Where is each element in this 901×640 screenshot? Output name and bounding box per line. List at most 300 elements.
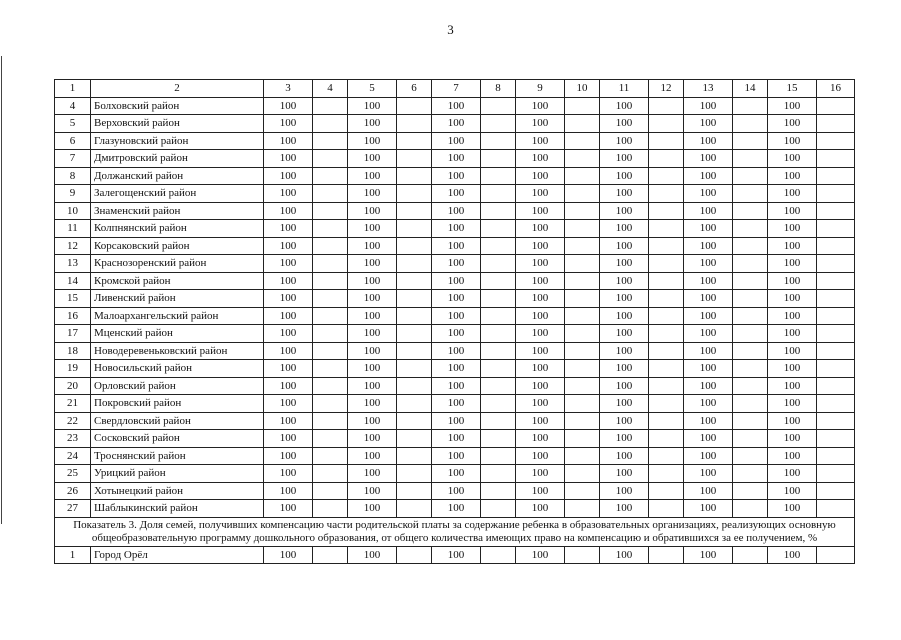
value-cell: 100 [348,185,397,203]
value-cell [817,167,855,185]
value-cell: 100 [348,377,397,395]
value-cell [733,272,768,290]
value-cell [733,220,768,238]
value-cell [733,307,768,325]
value-cell: 100 [432,255,481,273]
value-cell [817,255,855,273]
value-cell [565,255,600,273]
value-cell [817,237,855,255]
value-cell: 100 [684,447,733,465]
value-cell [565,360,600,378]
value-cell [817,202,855,220]
value-cell [313,482,348,500]
district-name-cell: Мценский район [91,325,264,343]
value-cell: 100 [684,202,733,220]
value-cell: 100 [264,395,313,413]
indicator-row [55,517,855,546]
district-name-cell: Орловский район [91,377,264,395]
value-cell: 100 [768,395,817,413]
value-cell [565,185,600,203]
value-cell: 100 [432,237,481,255]
value-cell [481,150,516,168]
value-cell: 100 [264,185,313,203]
value-cell: 100 [600,546,649,564]
value-cell: 100 [768,412,817,430]
value-cell [733,430,768,448]
value-cell: 100 [348,97,397,115]
value-cell: 11 [600,80,649,98]
value-cell: 100 [600,237,649,255]
district-name-cell: Кромской район [91,272,264,290]
table-row [55,307,855,325]
value-cell: 100 [600,377,649,395]
value-cell: 100 [264,546,313,564]
value-cell [397,412,432,430]
value-cell: 100 [768,272,817,290]
row-number-cell: 10 [55,202,91,220]
value-cell: 100 [516,395,565,413]
value-cell: 100 [432,360,481,378]
district-name-cell: Болховский район [91,97,264,115]
value-cell [649,395,684,413]
value-cell: 100 [600,465,649,483]
value-cell: 100 [768,167,817,185]
value-cell: 100 [432,465,481,483]
value-cell: 100 [348,307,397,325]
value-cell: 100 [432,307,481,325]
value-cell: 100 [432,115,481,133]
value-cell: 8 [481,80,516,98]
value-cell: 100 [264,342,313,360]
value-cell: 100 [600,202,649,220]
value-cell [565,202,600,220]
value-cell: 100 [348,202,397,220]
value-cell [733,237,768,255]
value-cell: 100 [264,447,313,465]
value-cell [565,395,600,413]
row-number-cell: 5 [55,115,91,133]
value-cell [733,202,768,220]
value-cell [733,412,768,430]
value-cell: 100 [600,185,649,203]
value-cell [481,272,516,290]
table-row [55,185,855,203]
value-cell: 15 [768,80,817,98]
value-cell: 100 [516,185,565,203]
value-cell [649,185,684,203]
value-cell [397,185,432,203]
value-cell [397,395,432,413]
table-row [55,325,855,343]
value-cell: 100 [432,430,481,448]
value-cell: 100 [684,395,733,413]
value-cell: 6 [397,80,432,98]
value-cell [817,220,855,238]
value-cell: 100 [264,132,313,150]
value-cell: 16 [817,80,855,98]
value-cell: 100 [684,290,733,308]
value-cell: 100 [348,220,397,238]
value-cell [397,97,432,115]
value-cell: 100 [768,97,817,115]
value-cell [313,272,348,290]
value-cell: 100 [432,325,481,343]
value-cell [817,325,855,343]
value-cell [733,185,768,203]
value-cell: 100 [684,150,733,168]
value-cell: 100 [768,185,817,203]
table-row [55,447,855,465]
value-cell [397,465,432,483]
value-cell [313,412,348,430]
value-cell [817,150,855,168]
district-name-cell: Дмитровский район [91,150,264,168]
value-cell: 100 [516,500,565,518]
value-cell [481,290,516,308]
row-number-cell: 13 [55,255,91,273]
value-cell: 100 [348,290,397,308]
value-cell [313,377,348,395]
value-cell [649,132,684,150]
value-cell: 100 [684,360,733,378]
value-cell [397,447,432,465]
value-cell: 100 [768,307,817,325]
value-cell: 100 [264,412,313,430]
value-cell [817,185,855,203]
table-row [55,150,855,168]
district-name-cell: 2 [91,80,264,98]
value-cell [733,150,768,168]
table-row [55,97,855,115]
value-cell: 100 [348,115,397,133]
row-number-cell: 15 [55,290,91,308]
value-cell: 100 [600,325,649,343]
data-table [54,79,855,564]
value-cell: 100 [264,150,313,168]
value-cell: 100 [516,377,565,395]
value-cell [313,220,348,238]
value-cell [313,447,348,465]
value-cell: 100 [600,342,649,360]
value-cell [817,360,855,378]
value-cell [649,482,684,500]
district-name-cell: Хотынецкий район [91,482,264,500]
value-cell: 100 [684,546,733,564]
value-cell [397,342,432,360]
value-cell [481,377,516,395]
value-cell: 100 [348,342,397,360]
value-cell: 100 [600,220,649,238]
district-name-cell: Знаменский район [91,202,264,220]
value-cell: 100 [348,482,397,500]
value-cell: 13 [684,80,733,98]
district-name-cell: Корсаковский район [91,237,264,255]
row-number-cell: 7 [55,150,91,168]
value-cell [565,342,600,360]
value-cell: 100 [684,97,733,115]
value-cell: 100 [432,482,481,500]
row-number-cell: 25 [55,465,91,483]
value-cell [565,500,600,518]
value-cell: 100 [348,500,397,518]
value-cell: 100 [516,412,565,430]
value-cell: 100 [264,325,313,343]
value-cell: 100 [432,272,481,290]
value-cell: 100 [516,97,565,115]
value-cell [817,115,855,133]
value-cell: 12 [649,80,684,98]
value-cell [313,430,348,448]
value-cell [649,115,684,133]
value-cell: 100 [264,307,313,325]
value-cell [313,237,348,255]
value-cell: 100 [600,430,649,448]
value-cell: 100 [768,115,817,133]
value-cell [817,272,855,290]
district-name-cell: Троснянский район [91,447,264,465]
value-cell: 100 [264,500,313,518]
value-cell [649,500,684,518]
value-cell: 100 [432,342,481,360]
value-cell [313,290,348,308]
row-number-cell: 14 [55,272,91,290]
row-number-cell: 21 [55,395,91,413]
value-cell [565,325,600,343]
value-cell [649,150,684,168]
district-name-cell: Урицкий район [91,465,264,483]
value-cell: 100 [768,465,817,483]
value-cell [649,220,684,238]
value-cell [817,377,855,395]
value-cell: 7 [432,80,481,98]
value-cell: 9 [516,80,565,98]
value-cell [565,546,600,564]
value-cell [733,465,768,483]
value-cell: 100 [600,447,649,465]
value-cell: 100 [768,132,817,150]
value-cell: 100 [768,342,817,360]
table-row [55,412,855,430]
value-cell: 100 [348,546,397,564]
district-name-cell: Свердловский район [91,412,264,430]
value-cell: 100 [600,500,649,518]
value-cell: 100 [600,272,649,290]
value-cell: 100 [348,325,397,343]
value-cell: 100 [264,220,313,238]
district-name-cell: Малоархангельский район [91,307,264,325]
value-cell [397,430,432,448]
value-cell: 100 [516,237,565,255]
value-cell [313,395,348,413]
value-cell: 100 [516,150,565,168]
value-cell [565,220,600,238]
value-cell [817,395,855,413]
table-row [55,220,855,238]
value-cell: 100 [348,167,397,185]
row-number-cell: 20 [55,377,91,395]
district-name-cell: Новодеревеньковский район [91,342,264,360]
table-row [55,255,855,273]
value-cell: 100 [264,377,313,395]
value-cell [649,342,684,360]
table-row [55,342,855,360]
value-cell: 100 [600,115,649,133]
value-cell [649,307,684,325]
value-cell: 100 [768,430,817,448]
value-cell: 100 [768,325,817,343]
table-row [55,167,855,185]
value-cell: 100 [348,272,397,290]
district-name-cell: Краснозоренский район [91,255,264,273]
value-cell: 100 [768,546,817,564]
value-cell [565,237,600,255]
value-cell: 100 [516,465,565,483]
value-cell [397,220,432,238]
value-cell: 100 [684,132,733,150]
table-row [55,115,855,133]
value-cell: 100 [768,377,817,395]
header-row [55,80,855,98]
value-cell: 100 [684,412,733,430]
value-cell [565,115,600,133]
value-cell [481,342,516,360]
value-cell: 14 [733,80,768,98]
value-cell [313,150,348,168]
value-cell: 100 [348,150,397,168]
value-cell [817,546,855,564]
value-cell: 100 [600,150,649,168]
value-cell: 100 [348,255,397,273]
row-number-cell: 8 [55,167,91,185]
value-cell: 100 [516,546,565,564]
value-cell: 100 [348,430,397,448]
district-name-cell: Сосковский район [91,430,264,448]
value-cell: 100 [600,412,649,430]
row-number-cell: 24 [55,447,91,465]
value-cell [733,447,768,465]
value-cell [481,307,516,325]
value-cell: 100 [768,255,817,273]
value-cell: 100 [768,447,817,465]
value-cell [733,500,768,518]
value-cell: 100 [432,185,481,203]
value-cell [481,500,516,518]
value-cell: 100 [684,185,733,203]
value-cell: 100 [264,115,313,133]
value-cell [481,325,516,343]
value-cell [313,325,348,343]
value-cell: 100 [348,132,397,150]
value-cell [817,97,855,115]
value-cell [397,167,432,185]
value-cell: 100 [264,482,313,500]
value-cell [397,237,432,255]
value-cell [481,465,516,483]
value-cell: 100 [264,430,313,448]
value-cell: 100 [600,482,649,500]
value-cell [397,546,432,564]
row-number-cell: 4 [55,97,91,115]
value-cell: 100 [516,447,565,465]
value-cell [313,97,348,115]
value-cell: 100 [348,447,397,465]
value-cell: 100 [600,290,649,308]
value-cell: 100 [684,307,733,325]
value-cell [481,395,516,413]
value-cell: 100 [684,237,733,255]
row-number-cell: 1 [55,546,91,564]
value-cell [397,325,432,343]
value-cell: 4 [313,80,348,98]
value-cell: 100 [432,377,481,395]
value-cell: 100 [348,237,397,255]
value-cell [565,150,600,168]
value-cell: 100 [432,412,481,430]
value-cell [817,430,855,448]
value-cell [649,546,684,564]
value-cell [817,412,855,430]
row-number-cell: 19 [55,360,91,378]
value-cell [817,132,855,150]
district-name-cell: Новосильский район [91,360,264,378]
value-cell: 100 [768,220,817,238]
value-cell: 100 [684,325,733,343]
value-cell: 100 [516,220,565,238]
value-cell [649,430,684,448]
value-cell [397,290,432,308]
value-cell: 100 [600,132,649,150]
value-cell [313,546,348,564]
value-cell: 100 [684,342,733,360]
row-number-cell: 1 [55,80,91,98]
value-cell [313,500,348,518]
value-cell: 100 [768,482,817,500]
value-cell [565,412,600,430]
value-cell [313,132,348,150]
value-cell [397,272,432,290]
value-cell: 100 [684,430,733,448]
row-number-cell: 11 [55,220,91,238]
value-cell: 100 [684,220,733,238]
district-name-cell: Глазуновский район [91,132,264,150]
value-cell: 100 [516,290,565,308]
value-cell [313,255,348,273]
indicator-text: Показатель 3. Доля семей, получивших компенсацию части родительской платы за содержание ребенка в образовательных организациях, реализующих основную общеобразовательную программу дошкольного образования, от общего количества имеющих право на компенсацию и обратившихся за ее получением, % [55,517,855,546]
value-cell: 100 [264,465,313,483]
value-cell [397,482,432,500]
value-cell: 100 [264,272,313,290]
value-cell [565,465,600,483]
value-cell: 100 [600,395,649,413]
value-cell [313,167,348,185]
page-edge-line [1,56,2,524]
row-number-cell: 9 [55,185,91,203]
value-cell [481,132,516,150]
value-cell [481,237,516,255]
value-cell [481,167,516,185]
value-cell: 100 [432,546,481,564]
value-cell: 100 [264,97,313,115]
value-cell: 100 [516,132,565,150]
value-cell [313,202,348,220]
value-cell [649,412,684,430]
value-cell: 100 [516,255,565,273]
value-cell [817,342,855,360]
value-cell [565,307,600,325]
value-cell: 100 [432,290,481,308]
value-cell: 100 [684,500,733,518]
value-cell [649,237,684,255]
